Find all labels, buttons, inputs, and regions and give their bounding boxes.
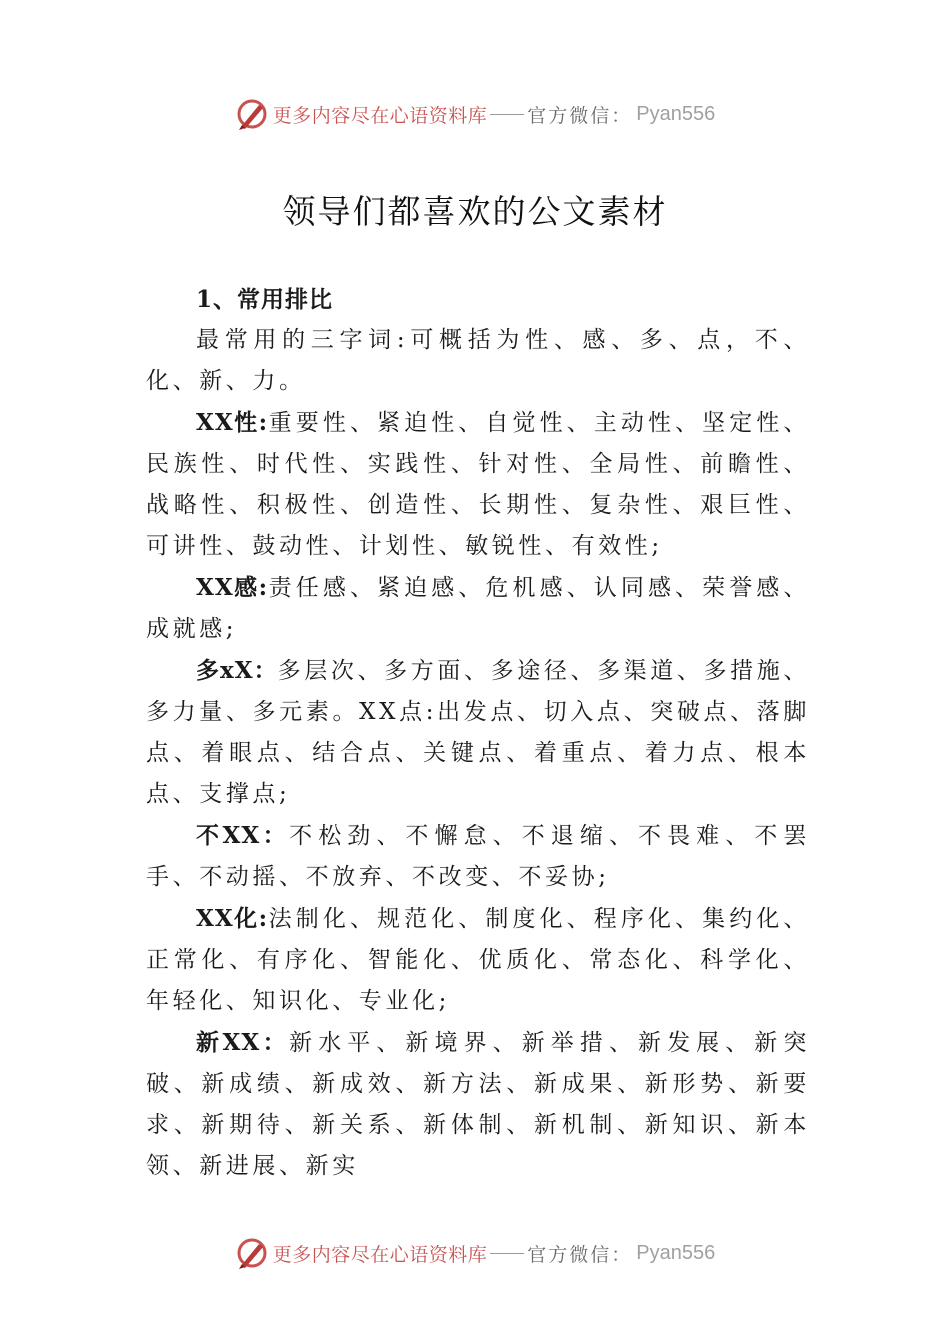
paragraph-gan [146, 567, 810, 650]
paragraph-label: XX性: [196, 409, 269, 436]
paragraph-bu [146, 815, 810, 898]
paragraph-label: 多xX： [196, 657, 278, 684]
watermark-wechat-id: Pyan556 [636, 102, 716, 125]
paragraph-xin [146, 1022, 810, 1187]
pen-logo-icon [235, 97, 269, 131]
paragraph-xing [146, 402, 810, 567]
document-body [146, 279, 810, 1187]
header-watermark [0, 94, 950, 134]
paragraph-text: 不松劲、不懈怠、不退缩、不畏难、不罢手、不动摇、不放弃、不改变、不妥协; [146, 823, 810, 890]
paragraph-label: XX化: [196, 905, 269, 932]
watermark-wechat-id: Pyan556 [636, 1241, 716, 1264]
paragraph-text: 多层次、多方面、多途径、多渠道、多措施、多力量、多元素。XX点:出发点、切入点、突破点、落脚点、着眼点、结合点、关键点、着重点、着力点、根本点、支撑点; [146, 658, 811, 807]
paragraph-text: 法制化、规范化、制度化、程序化、集约化、正常化、有序化、智能化、优质化、常态化、科学化、年轻化、知识化、专业化; [146, 906, 811, 1014]
watermark-brand: 更多内容尽在心语资料库 [272, 104, 488, 127]
intro-paragraph: 最常用的三字词:可概括为性、感、多、点，不、化、新、力。 [146, 327, 810, 394]
paragraph-text: 重要性、紧迫性、自觉性、主动性、坚定性、民族性、时代性、实践性、针对性、全局性、前瞻性、战略性、积极性、创造性、长期性、复杂性、艰巨性、可讲性、鼓动性、计划性、敏锐性、有效性; [146, 410, 811, 559]
watermark-wechat-label: 官方微信： [527, 104, 633, 127]
paragraph-label: 不XX： [196, 822, 290, 849]
section-heading: 1、常用排比 [196, 286, 334, 313]
paragraph-duo [146, 650, 810, 815]
watermark-dash [490, 114, 524, 115]
pen-logo-icon [235, 1236, 269, 1270]
watermark-dash [490, 1253, 524, 1254]
page-title: 领导们都喜欢的公文素材 [282, 192, 668, 231]
paragraph-label: 新XX： [196, 1029, 290, 1056]
paragraph-hua [146, 898, 810, 1022]
watermark-brand: 更多内容尽在心语资料库 [272, 1243, 488, 1266]
paragraph-text: 责任感、紧迫感、危机感、认同感、荣誉感、成就感; [146, 575, 811, 642]
watermark-wechat-label: 官方微信： [527, 1243, 633, 1266]
paragraph-text: 新水平、新境界、新举措、新发展、新突破、新成绩、新成效、新方法、新成果、新形势、新要求、新期待、新关系、新体制、新机制、新知识、新本领、新进展、新实 [146, 1030, 810, 1179]
paragraph-label: XX感: [196, 574, 269, 601]
footer-watermark [0, 1233, 950, 1273]
